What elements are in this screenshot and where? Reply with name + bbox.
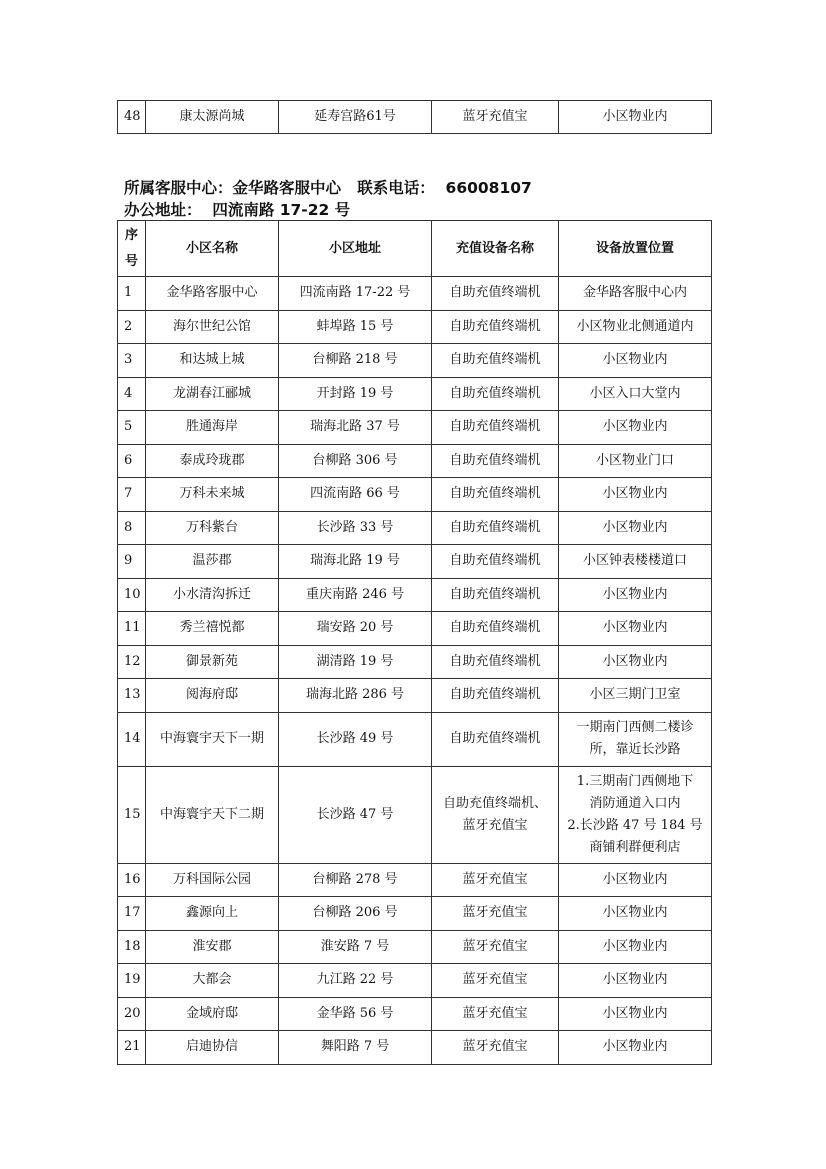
cell-location-line: 消防通道入口内 <box>589 795 681 811</box>
cell-address: 台柳路 206 号 <box>279 897 432 931</box>
cell-location: 小区物业内 <box>559 1031 712 1065</box>
cell-address: 四流南路 17-22 号 <box>279 277 432 311</box>
table-row <box>118 997 712 1031</box>
cell-name: 龙湖春江郦城 <box>146 377 279 411</box>
cell-location: 小区物业内 <box>559 478 712 512</box>
cell-location: 小区物业内 <box>559 645 712 679</box>
table-row <box>118 511 712 545</box>
cell-device: 自助充值终端机 <box>432 377 559 411</box>
cell-no: 14 <box>118 712 146 766</box>
table-row <box>118 344 712 378</box>
cell-address: 开封路 19 号 <box>279 377 432 411</box>
cell-device: 自助充值终端机 <box>432 444 559 478</box>
cell-address: 重庆南路 246 号 <box>279 578 432 612</box>
cell-no: 2 <box>118 310 146 344</box>
cell-location-line: 一期南门西侧二楼诊 <box>576 720 694 735</box>
table-header-row <box>118 221 712 277</box>
cell-name: 万科紫台 <box>146 511 279 545</box>
cell-location <box>559 766 712 863</box>
cell-address: 舞阳路 7 号 <box>279 1031 432 1065</box>
cell-device: 自助充值终端机 <box>432 411 559 445</box>
cell-address: 瑞海北路 286 号 <box>279 679 432 713</box>
cell-location: 小区物业内 <box>559 897 712 931</box>
cell-no: 15 <box>118 766 146 863</box>
cell-device: 蓝牙充值宝 <box>432 930 559 964</box>
cell-location: 小区入口大堂内 <box>559 377 712 411</box>
cell-address: 长沙路 33 号 <box>279 511 432 545</box>
cell-address: 长沙路 47 号 <box>279 766 432 863</box>
cell-name: 淮安郡 <box>146 930 279 964</box>
cell-address: 延寿宫路61号 <box>279 101 432 134</box>
cell-name: 大都会 <box>146 964 279 998</box>
table-row <box>118 766 712 863</box>
header-no-char1: 序 <box>124 227 138 243</box>
cell-address: 台柳路 306 号 <box>279 444 432 478</box>
cell-no: 18 <box>118 930 146 964</box>
table-row <box>118 101 712 134</box>
cell-address: 瑞安路 20 号 <box>279 612 432 646</box>
cell-device <box>432 766 559 863</box>
table-row <box>118 545 712 579</box>
cell-no: 4 <box>118 377 146 411</box>
cell-address: 四流南路 66 号 <box>279 478 432 512</box>
cell-address: 金华路 56 号 <box>279 997 432 1031</box>
cell-name: 启迪协信 <box>146 1031 279 1065</box>
cell-device: 自助充值终端机 <box>432 310 559 344</box>
table-row <box>118 277 712 311</box>
cell-address: 台柳路 218 号 <box>279 344 432 378</box>
cell-device: 自助充值终端机 <box>432 478 559 512</box>
cell-no: 21 <box>118 1031 146 1065</box>
cell-address: 湖清路 19 号 <box>279 645 432 679</box>
office-label: 办公地址： <box>124 201 202 219</box>
cell-device: 蓝牙充值宝 <box>432 863 559 897</box>
table-row <box>118 444 712 478</box>
recharge-locations-table <box>117 220 712 1065</box>
cell-location-line: 1.三期南门西侧地下 <box>576 773 694 789</box>
cell-no: 1 <box>118 277 146 311</box>
cell-name: 小水清沟拆迁 <box>146 578 279 612</box>
table-row <box>118 377 712 411</box>
cell-no: 6 <box>118 444 146 478</box>
previous-table-fragment <box>117 100 712 134</box>
service-center-name: 金华路客服中心 <box>232 179 342 197</box>
cell-no: 16 <box>118 863 146 897</box>
cell-name: 温莎郡 <box>146 545 279 579</box>
cell-device: 自助充值终端机 <box>432 712 559 766</box>
header-device: 充值设备名称 <box>432 221 559 277</box>
cell-no: 17 <box>118 897 146 931</box>
cell-location: 小区物业内 <box>559 863 712 897</box>
cell-device: 蓝牙充值宝 <box>432 997 559 1031</box>
cell-location: 小区三期门卫室 <box>559 679 712 713</box>
header-no <box>118 221 146 277</box>
cell-location-line: 所，靠近长沙路 <box>589 742 681 757</box>
cell-device: 自助充值终端机 <box>432 645 559 679</box>
cell-location: 小区物业内 <box>559 964 712 998</box>
cell-location: 金华路客服中心内 <box>559 277 712 311</box>
cell-no: 48 <box>118 101 146 134</box>
cell-address: 台柳路 278 号 <box>279 863 432 897</box>
cell-address: 长沙路 49 号 <box>279 712 432 766</box>
cell-device: 蓝牙充值宝 <box>432 101 559 134</box>
cell-name: 万科未来城 <box>146 478 279 512</box>
cell-address: 蚌埠路 15 号 <box>279 310 432 344</box>
cell-device: 自助充值终端机 <box>432 679 559 713</box>
cell-device: 自助充值终端机 <box>432 578 559 612</box>
cell-location-line: 2.长沙路 47 号 184 号 <box>567 817 703 833</box>
table-row <box>118 578 712 612</box>
cell-name: 阅海府邸 <box>146 679 279 713</box>
cell-device: 自助充值终端机 <box>432 545 559 579</box>
table-row <box>118 712 712 766</box>
cell-no: 7 <box>118 478 146 512</box>
header-no-char2: 号 <box>124 253 138 269</box>
service-center-label: 所属客服中心： <box>124 179 233 197</box>
cell-name: 御景新苑 <box>146 645 279 679</box>
cell-address: 九江路 22 号 <box>279 964 432 998</box>
table-row <box>118 964 712 998</box>
header-location: 设备放置位置 <box>559 221 712 277</box>
cell-name: 万科国际公园 <box>146 863 279 897</box>
table-row <box>118 897 712 931</box>
cell-device: 蓝牙充值宝 <box>432 897 559 931</box>
cell-name: 金华路客服中心 <box>146 277 279 311</box>
cell-no: 13 <box>118 679 146 713</box>
cell-location: 小区物业内 <box>559 344 712 378</box>
cell-location: 小区钟表楼楼道口 <box>559 545 712 579</box>
cell-name: 康太源尚城 <box>146 101 279 134</box>
cell-device: 蓝牙充值宝 <box>432 1031 559 1065</box>
cell-location-line: 商铺利群便利店 <box>589 839 681 855</box>
cell-no: 8 <box>118 511 146 545</box>
cell-name: 金域府邸 <box>146 997 279 1031</box>
cell-name: 中海寰宇天下一期 <box>146 712 279 766</box>
cell-name: 和达城上城 <box>146 344 279 378</box>
table-row <box>118 310 712 344</box>
cell-location: 小区物业内 <box>559 511 712 545</box>
cell-device-line: 自助充值终端机、 <box>442 795 547 811</box>
cell-name: 胜通海岸 <box>146 411 279 445</box>
header-name: 小区名称 <box>146 221 279 277</box>
cell-name: 海尔世纪公馆 <box>146 310 279 344</box>
cell-no: 3 <box>118 344 146 378</box>
cell-device: 自助充值终端机 <box>432 511 559 545</box>
header-address: 小区地址 <box>279 221 432 277</box>
cell-address: 瑞海北路 19 号 <box>279 545 432 579</box>
cell-location: 小区物业内 <box>559 930 712 964</box>
cell-no: 19 <box>118 964 146 998</box>
office-address: 四流南路 17-22 号 <box>212 201 351 219</box>
table-row <box>118 679 712 713</box>
cell-no: 10 <box>118 578 146 612</box>
cell-device: 自助充值终端机 <box>432 277 559 311</box>
cell-location: 小区物业内 <box>559 101 712 134</box>
service-center-heading <box>124 177 532 199</box>
table-row <box>118 411 712 445</box>
cell-location: 小区物业内 <box>559 612 712 646</box>
phone-number: 66008107 <box>445 179 532 197</box>
cell-no: 20 <box>118 997 146 1031</box>
phone-label: 联系电话： <box>357 179 435 197</box>
table-row <box>118 645 712 679</box>
cell-device: 自助充值终端机 <box>432 344 559 378</box>
cell-no: 5 <box>118 411 146 445</box>
cell-location: 小区物业北侧通道内 <box>559 310 712 344</box>
cell-name: 秀兰禧悦都 <box>146 612 279 646</box>
cell-device: 蓝牙充值宝 <box>432 964 559 998</box>
cell-location: 小区物业内 <box>559 411 712 445</box>
cell-no: 9 <box>118 545 146 579</box>
cell-location: 小区物业门口 <box>559 444 712 478</box>
table-row <box>118 612 712 646</box>
cell-device-line: 蓝牙充值宝 <box>462 817 528 833</box>
cell-location <box>559 712 712 766</box>
cell-no: 11 <box>118 612 146 646</box>
cell-address: 淮安路 7 号 <box>279 930 432 964</box>
cell-name: 鑫源向上 <box>146 897 279 931</box>
cell-location: 小区物业内 <box>559 578 712 612</box>
cell-address: 瑞海北路 37 号 <box>279 411 432 445</box>
table-row <box>118 930 712 964</box>
cell-location: 小区物业内 <box>559 997 712 1031</box>
cell-device: 自助充值终端机 <box>432 612 559 646</box>
cell-name: 中海寰宇天下二期 <box>146 766 279 863</box>
table-row <box>118 1031 712 1065</box>
table-row <box>118 863 712 897</box>
office-address-heading <box>124 199 350 221</box>
cell-name: 泰成玲珑郡 <box>146 444 279 478</box>
table-row <box>118 478 712 512</box>
cell-no: 12 <box>118 645 146 679</box>
